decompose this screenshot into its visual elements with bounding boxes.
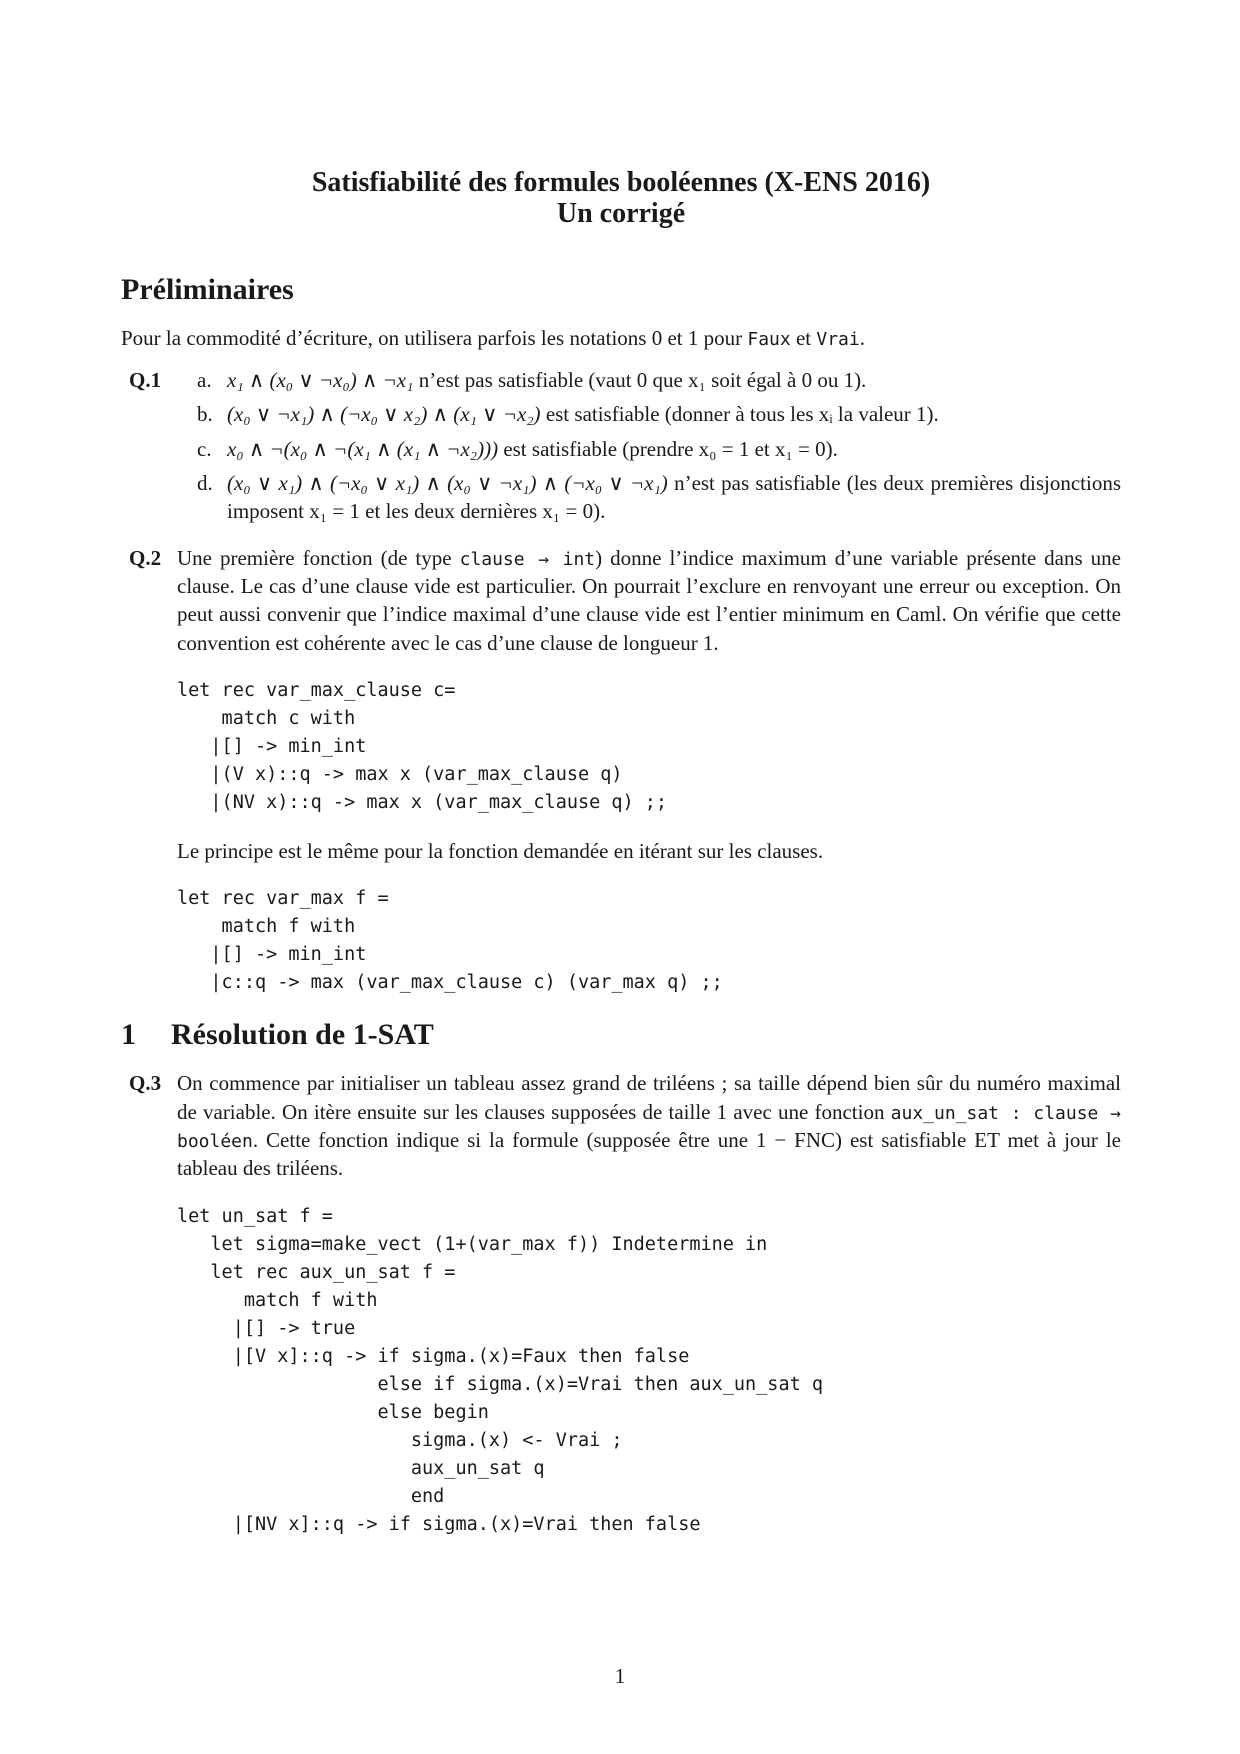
question-3-text: On commence par initialiser un tableau assez grand de triléens ; sa taille dépend bien sûr du numéro maximal de variable. On itère ensuite sur les clauses supposées de taille 1 avec une fonction aux_un_sat : clause → booléen. Cette fonction indique si la formule (supposée être une 1 − FNC) est satisfiable ET met à jour le tableau des triléens. — [177, 1071, 1121, 1181]
title-line-2: Un corrigé — [556, 197, 686, 229]
formula: x₁ ∧ (x₀ ∨ ¬x₀) ∧ ¬x₁ — [227, 367, 414, 392]
heading-preliminaires: Préliminaires — [121, 272, 294, 306]
question-1-label: Q.1 — [129, 367, 162, 392]
preliminaires-intro: Pour la commodité d’écriture, on utilisera parfois les notations 0 et 1 pour Faux et Vrai. — [121, 325, 865, 350]
formula: x₀ ∧ ¬(x₀ ∧ ¬(x₁ ∧ (x₁ ∧ ¬x₂))) — [227, 436, 499, 461]
page-number: 1 — [614, 1664, 626, 1688]
question-1 — [121, 366, 1121, 526]
code-block-var-max: let rec var_max f = match f with |[] -> min_int |c::q -> max (var_max_clause c) (var_max q) ;; — [177, 888, 723, 994]
question-2-label: Q.2 — [129, 545, 162, 570]
question-2-text-2: Le principe est le même pour la fonction demandée en itérant sur les clauses. — [177, 839, 824, 864]
question-3-label: Q.3 — [129, 1071, 162, 1096]
question-2-text: Une première fonction (de type clause → int) donne l’indice maximum d’une variable présente dans une clause. Le cas d’une clause vide est particulier. On pourrait l’exclure en renvoyant une erreur ou exception. On peut aussi convenir que l’indice maximal d’une clause vide est l’entier minimum en Caml. On vérifie que cette convention est cohérente avec le cas d’une clause de longueur 1. — [177, 545, 1121, 655]
list-item: d. (x₀ ∨ x₁) ∧ (¬x₀ ∨ x₁) ∧ (x₀ ∨ ¬x₁) ∧ (¬x₀ ∨ ¬x₁) n’est pas satisfiable (les deux premières disjonctions imposent x₁ = 1 et les deux dernières x₁ = 0). — [197, 470, 1122, 524]
function-signature: aux_un_sat : clause → booléen — [177, 1102, 1121, 1153]
page-content — [121, 168, 1121, 1559]
question-2 — [121, 544, 1121, 998]
question-3 — [121, 1069, 1121, 1538]
formula: (x₀ ∨ x₁) ∧ (¬x₀ ∨ x₁) ∧ (x₀ ∨ ¬x₁) ∧ (¬x₀ ∨ ¬x₁) — [227, 470, 668, 495]
formula: (x₀ ∨ ¬x₁) ∧ (¬x₀ ∨ x₂) ∧ (x₁ ∨ ¬x₂) — [227, 402, 541, 427]
question-1-items — [177, 366, 1121, 526]
list-item: a. x₁ ∧ (x₀ ∨ ¬x₀) ∧ ¬x₁ n’est pas satisfiable (vaut 0 que x₁ soit égal à 0 ou 1). — [197, 367, 867, 392]
document-title — [121, 168, 1121, 230]
list-item: b. (x₀ ∨ ¬x₁) ∧ (¬x₀ ∨ x₂) ∧ (x₁ ∨ ¬x₂) est satisfiable (donner à tous les xᵢ la valeur 1). — [197, 402, 939, 427]
heading-section-1: 1 Résolution de 1-SAT — [121, 1018, 434, 1052]
code-block-var-max-clause: let rec var_max_clause c= match c with |[] -> min_int |(V x)::q -> max x (var_max_clause q) |(NV x)::q -> max x (var_max_clause q) ;; — [177, 680, 668, 814]
code-faux: Faux — [747, 328, 791, 350]
list-item: c. x₀ ∧ ¬(x₀ ∧ ¬(x₁ ∧ (x₁ ∧ ¬x₂))) est satisfiable (prendre x₀ = 1 et x₁ = 0). — [197, 436, 838, 461]
code-vrai: Vrai — [816, 328, 860, 350]
code-block-un-sat: let un_sat f = let sigma=make_vect (1+(var_max f)) Indetermine in let rec aux_un_sat f = match f with |[] -> true |[V x]::q -> if sigma.(x)=Faux then false else if sigma.(x)=Vrai then aux_un_sat q else begin sigma.(x) <- Vrai ; aux_un_sat q end |[NV x]::q -> if sigma.(x)=Vrai then false — [177, 1205, 824, 1535]
title-line-1: Satisfiabilité des formules booléennes (X-ENS 2016) — [311, 167, 931, 198]
type-signature: clause → int — [459, 548, 596, 570]
